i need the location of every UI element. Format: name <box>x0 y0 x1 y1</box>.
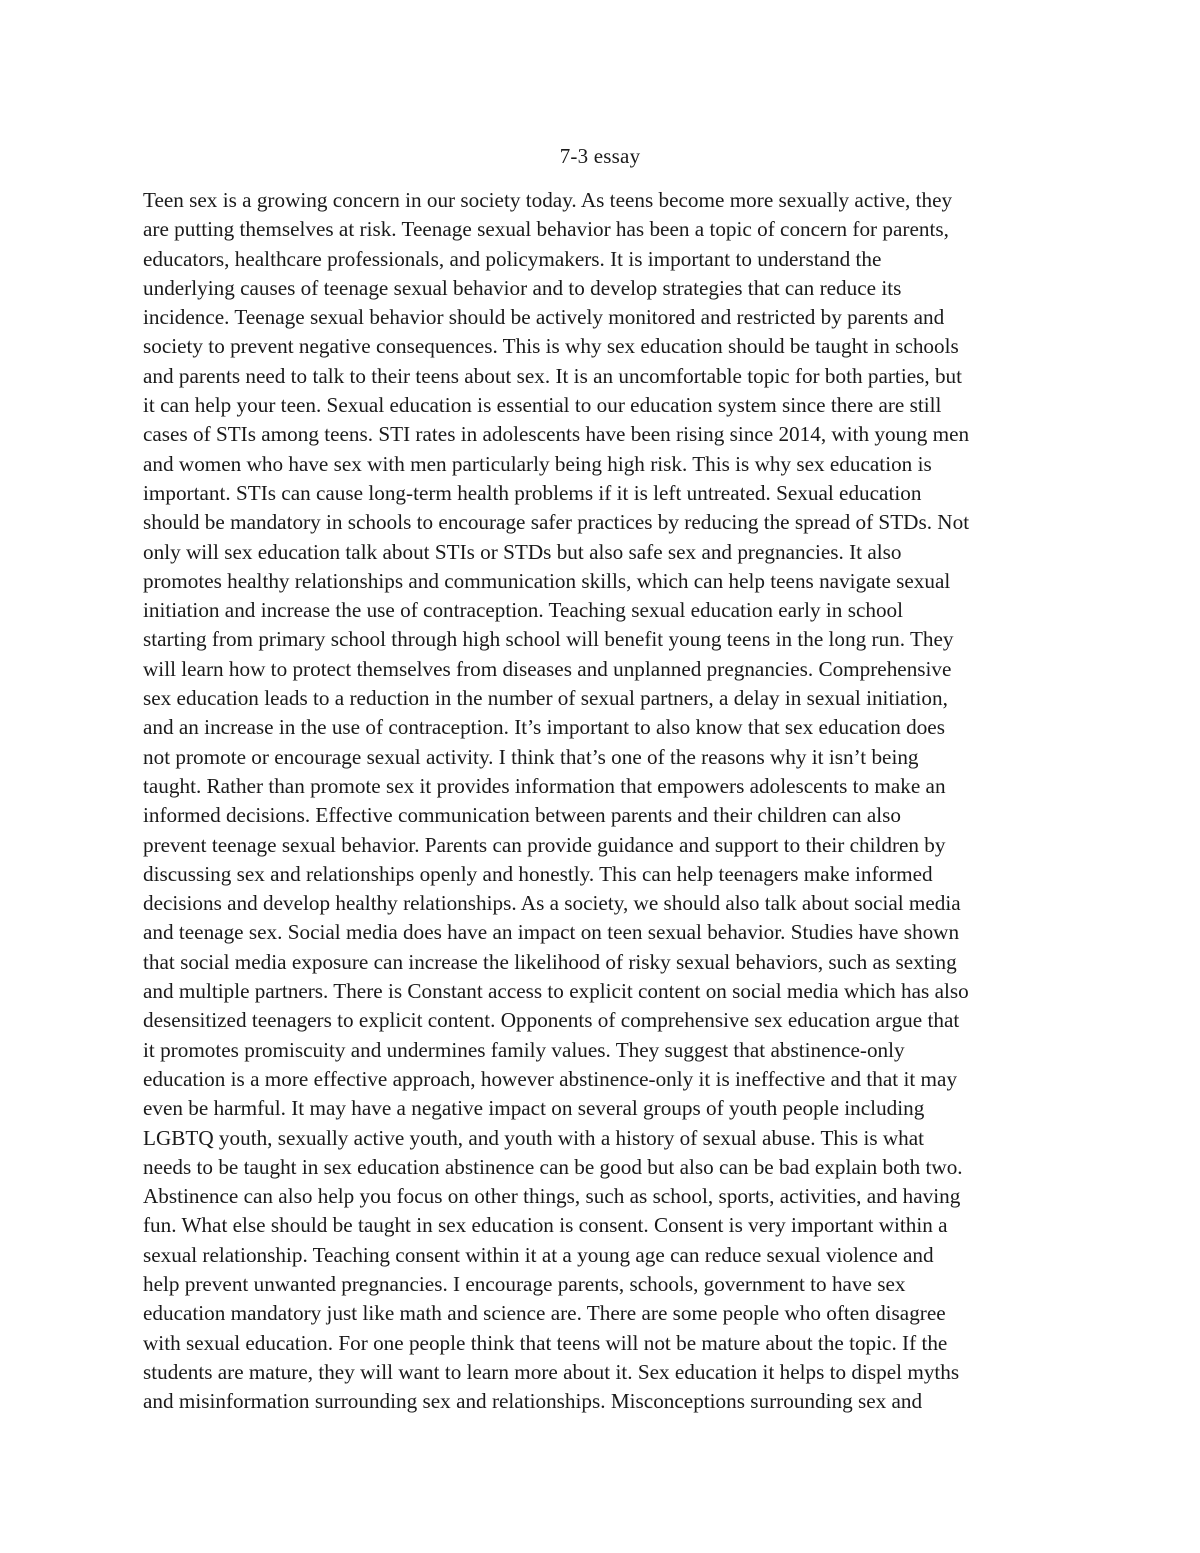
text-line: starting from primary school through high school will benefit young teens in the long run. They <box>143 627 954 652</box>
text-line: fun. What else should be taught in sex education is consent. Consent is very important within a <box>143 1213 948 1238</box>
text-line: needs to be taught in sex education abstinence can be good but also can be bad explain both two. <box>143 1154 963 1179</box>
text-line: Abstinence can also help you focus on other things, such as school, sports, activities, and having <box>143 1184 961 1209</box>
text-line: not promote or encourage sexual activity. I think that’s one of the reasons why it isn’t being <box>143 744 919 769</box>
text-line: sexual relationship. Teaching consent within it at a young age can reduce sexual violence and <box>143 1242 934 1267</box>
text-line: promotes healthy relationships and communication skills, which can help teens navigate sexual <box>143 568 951 593</box>
text-line: LGBTQ youth, sexually active youth, and youth with a history of sexual abuse. This is what <box>143 1125 925 1150</box>
text-line: only will sex education talk about STIs or STDs but also safe sex and pregnancies. It also <box>143 539 902 564</box>
text-line: taught. Rather than promote sex it provides information that empowers adolescents to make an <box>143 773 946 798</box>
text-line: informed decisions. Effective communication between parents and their children can also <box>143 803 901 828</box>
text-line: with sexual education. For one people think that teens will not be mature about the topic. If the <box>143 1330 948 1355</box>
text-line: are putting themselves at risk. Teenage sexual behavior has been a topic of concern for parents, <box>143 217 949 242</box>
text-line: prevent teenage sexual behavior. Parents can provide guidance and support to their children by <box>143 832 946 857</box>
text-line: society to prevent negative consequences. This is why sex education should be taught in schools <box>143 334 959 359</box>
text-line: incidence. Teenage sexual behavior should be actively monitored and restricted by parents and <box>143 305 945 330</box>
text-line: help prevent unwanted pregnancies. I encourage parents, schools, government to have sex <box>143 1271 906 1296</box>
text-line: and multiple partners. There is Constant access to explicit content on social media which has also <box>143 979 969 1004</box>
text-line: and parents need to talk to their teens about sex. It is an uncomfortable topic for both parties, but <box>143 363 963 388</box>
text-line: desensitized teenagers to explicit content. Opponents of comprehensive sex education argue that <box>143 1008 960 1033</box>
text-line: cases of STIs among teens. STI rates in adolescents have been rising since 2014, with young men <box>143 422 970 447</box>
text-line: Teen sex is a growing concern in our society today. As teens become more sexually active, they <box>143 188 953 212</box>
document-title: 7-3 essay <box>559 144 641 168</box>
text-line: important. STIs can cause long-term health problems if it is left untreated. Sexual education <box>143 480 922 505</box>
text-line: should be mandatory in schools to encourage safer practices by reducing the spread of STDs. Not <box>143 510 970 535</box>
text-line: decisions and develop healthy relationships. As a society, we should also talk about social media <box>143 891 961 916</box>
text-line: initiation and increase the use of contraception. Teaching sexual education early in school <box>143 598 904 623</box>
text-line: education is a more effective approach, however abstinence-only it is ineffective and that it may <box>143 1066 958 1091</box>
text-line: that social media exposure can increase the likelihood of risky sexual behaviors, such as sexting <box>143 949 957 974</box>
text-line: it promotes promiscuity and undermines family values. They suggest that abstinence-only <box>143 1037 905 1062</box>
text-line: students are mature, they will want to learn more about it. Sex education it helps to dispel myths <box>143 1359 960 1384</box>
text-line: will learn how to protect themselves from diseases and unplanned pregnancies. Comprehensive <box>143 656 952 681</box>
text-line: and women who have sex with men particularly being high risk. This is why sex education is <box>143 451 932 476</box>
text-line: and misinformation surrounding sex and relationships. Misconceptions surrounding sex and <box>143 1389 923 1414</box>
text-line: and teenage sex. Social media does have an impact on teen sexual behavior. Studies have shown <box>143 920 960 945</box>
text-line: sex education leads to a reduction in the number of sexual partners, a delay in sexual initiation, <box>143 686 948 711</box>
text-line: educators, healthcare professionals, and policymakers. It is important to understand the <box>143 246 882 271</box>
text-line: it can help your teen. Sexual education is essential to our education system since there are still <box>143 393 942 418</box>
text-line: even be harmful. It may have a negative impact on several groups of youth people including <box>143 1096 925 1121</box>
text-line: discussing sex and relationships openly and honestly. This can help teenagers make informed <box>143 861 933 886</box>
text-line: and an increase in the use of contraception. It’s important to also know that sex education does <box>143 715 945 740</box>
text-line: education mandatory just like math and science are. There are some people who often disagree <box>143 1301 946 1326</box>
text-line: underlying causes of teenage sexual behavior and to develop strategies that can reduce its <box>143 275 902 300</box>
essay-body <box>143 186 1073 1416</box>
